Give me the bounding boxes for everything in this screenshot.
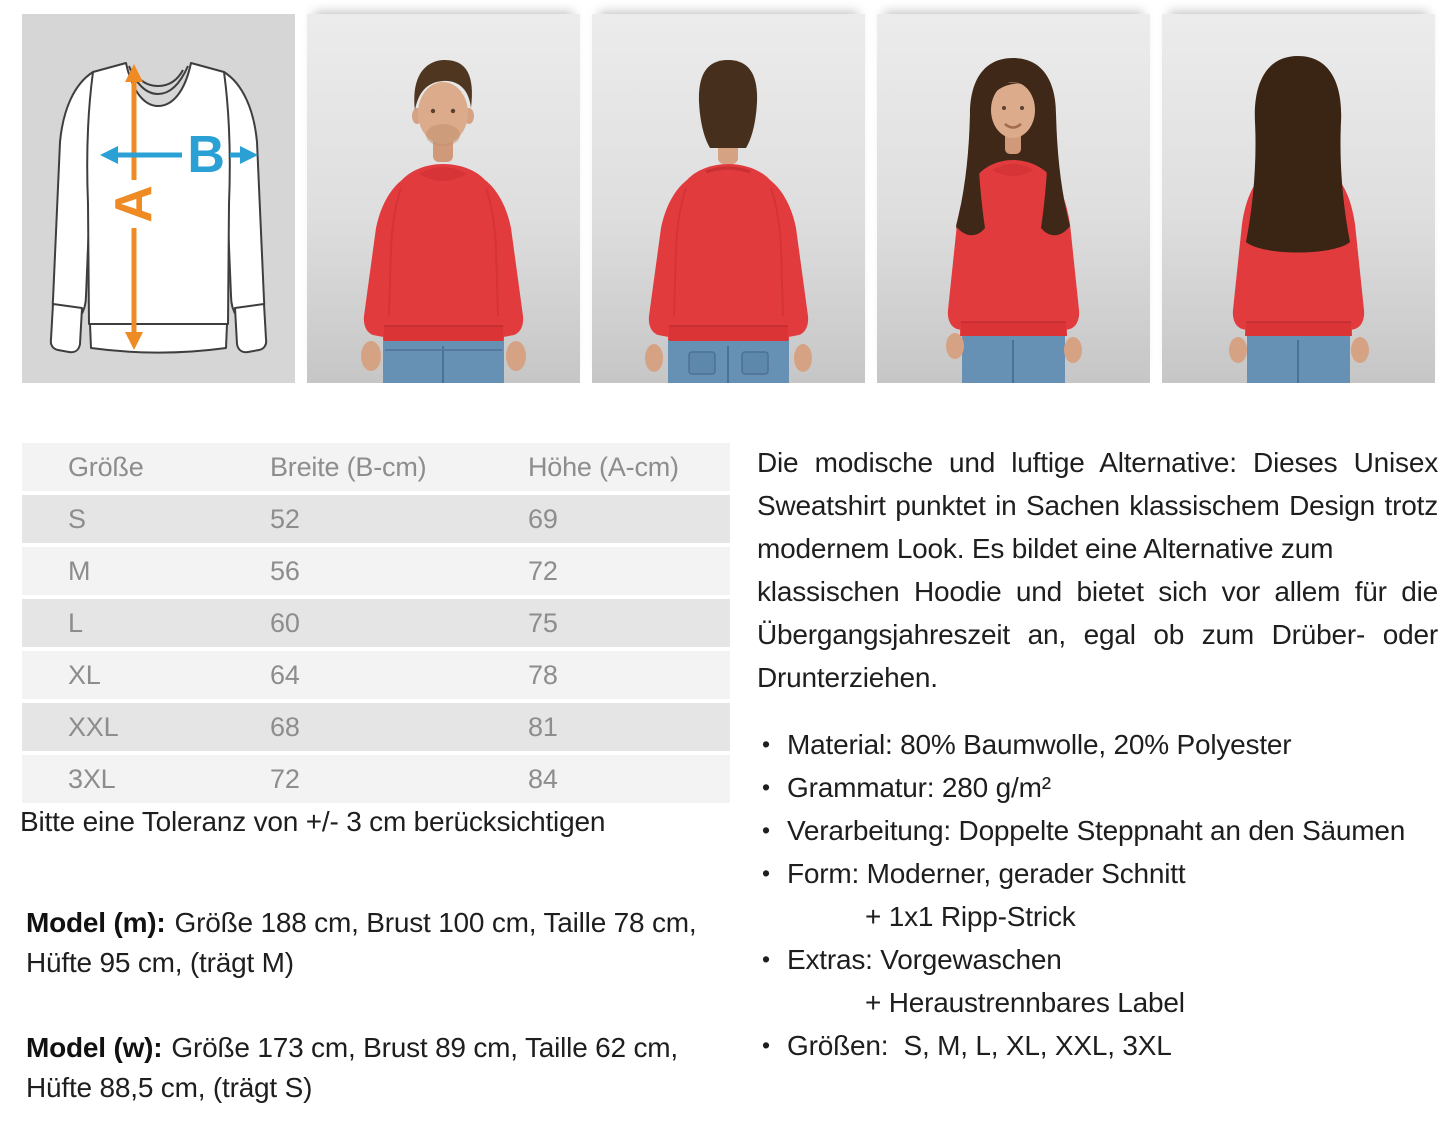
- feature-list: [757, 723, 1438, 1067]
- table-row: M 56 72: [22, 547, 730, 595]
- feature-form-continuation: + 1x1 Ripp-Strick: [865, 901, 1076, 932]
- tolerance-note: Bitte eine Toleranz von +/- 3 cm berücksichtigen: [20, 806, 606, 837]
- feature-extras: • Extras: Vorgewaschen: [757, 938, 1438, 981]
- description-line: Die modische und luftige Alternative: Dieses Unisex: [757, 447, 1438, 478]
- measure-label-b: B: [187, 126, 225, 184]
- description-line: Drunterziehen.: [757, 662, 938, 693]
- bullet-icon: •: [762, 817, 770, 843]
- feature-form: • Form: Moderner, gerader Schnitt: [757, 852, 1438, 895]
- description-line: klassischen Hoodie und bietet sich vor allem für die: [757, 576, 1438, 607]
- bullet-icon: •: [762, 860, 770, 886]
- description-line: Übergangsjahreszeit an, egal ob zum Drüber- oder: [757, 619, 1438, 650]
- female-front-illustration: [877, 14, 1150, 383]
- table-row: S 52 69: [22, 495, 730, 543]
- table-row: XL 64 78: [22, 651, 730, 699]
- measure-label-a: A: [105, 185, 163, 223]
- model-m-details: Größe 188 cm, Brust 100 cm, Taille 78 cm, Hüfte 95 cm, (trägt M): [26, 907, 697, 978]
- model-m-info: [26, 903, 726, 983]
- size-table: [22, 443, 730, 807]
- description-line: modernem Look. Es bildet eine Alternative zum: [757, 533, 1334, 564]
- model-w-label: Model (w):: [26, 1032, 163, 1063]
- bullet-icon: •: [762, 946, 770, 972]
- bullet-icon: •: [762, 1032, 770, 1058]
- photo-male-model-front: [307, 14, 580, 383]
- female-back-illustration: [1162, 14, 1435, 383]
- sweatshirt-measure-diagram: [22, 14, 295, 383]
- product-description: [757, 441, 1438, 699]
- size-table-header-row: [22, 443, 730, 491]
- model-w-info: [26, 1028, 726, 1108]
- col-header-height: Höhe (A-cm): [528, 451, 679, 482]
- table-row: L 60 75: [22, 599, 730, 647]
- photo-male-model-back: [592, 14, 865, 383]
- male-back-illustration: [592, 14, 865, 383]
- table-row: XXL 68 81: [22, 703, 730, 751]
- size-diagram-panel: [22, 14, 295, 383]
- bullet-icon: •: [762, 731, 770, 757]
- feature-groessen: • Größen: S, M, L, XL, XXL, 3XL: [757, 1024, 1438, 1067]
- model-m-label: Model (m):: [26, 907, 166, 938]
- col-header-size: Größe: [68, 451, 144, 482]
- photo-female-model-front: [877, 14, 1150, 383]
- feature-material: • Material: 80% Baumwolle, 20% Polyester: [757, 723, 1438, 766]
- feature-extras-continuation: + Heraustrennbares Label: [865, 987, 1185, 1018]
- table-row: 3XL 72 84: [22, 755, 730, 803]
- model-w-details: Größe 173 cm, Brust 89 cm, Taille 62 cm, Hüfte 88,5 cm, (trägt S): [26, 1032, 678, 1103]
- male-front-illustration: [307, 14, 580, 383]
- feature-verarbeitung: • Verarbeitung: Doppelte Steppnaht an den Säumen: [757, 809, 1438, 852]
- photo-female-model-back: [1162, 14, 1435, 383]
- feature-grammatur: • Grammatur: 280 g/m²: [757, 766, 1438, 809]
- bullet-icon: •: [762, 774, 770, 800]
- description-line: Sweatshirt punktet in Sachen klassischem Design trotz: [757, 490, 1438, 521]
- col-header-width: Breite (B-cm): [270, 451, 427, 482]
